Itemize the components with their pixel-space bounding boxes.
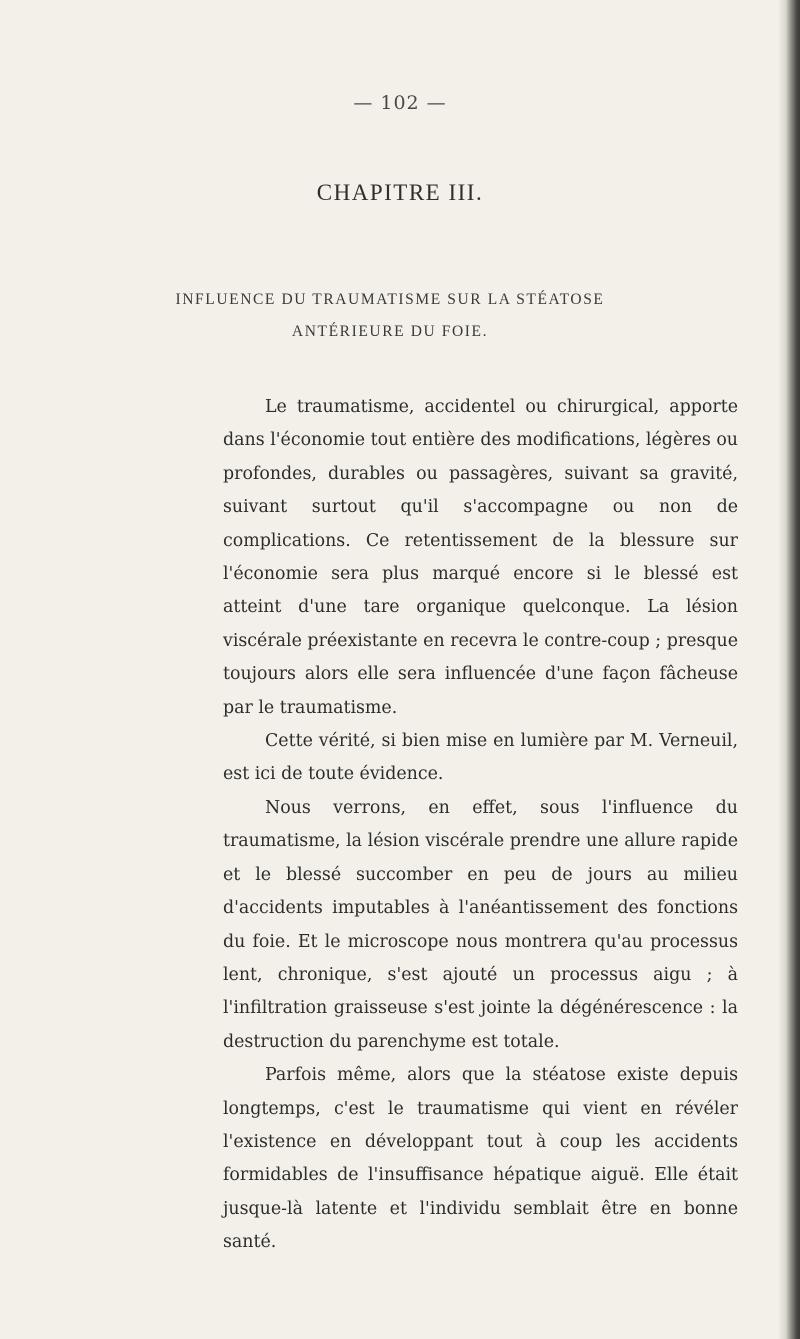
page-number: — 102 — <box>353 92 447 114</box>
chapter-title: CHAPITRE III. <box>316 180 484 205</box>
paragraph-2: Cette vérité, si bien mise en lumière par M. Verneuil, est ici de toute évidence. <box>223 731 738 785</box>
chapter-subtitle <box>0 284 780 348</box>
paragraph-4: Parfois même, alors que la stéatose existe depuis longtemps, c'est le traumatisme qui vient en révéler l'existence en développant tout à coup les accidents formidables de l'insuffisance hépatique aiguë. Elle était jusque-là latente et l'individu semblait être en bonne santé. <box>223 1065 738 1253</box>
chapter-subtitle-line-2: ANTÉRIEURE DU FOIE. <box>291 323 489 340</box>
paragraph-1: Le traumatisme, accidentel ou chirurgical, apporte dans l'économie tout entière des modifications, légères ou profondes, durables ou passagères, suivant sa gravité, suivant surtout qu'il s'accompagne ou non de complications. Ce retentissement de la blessure sur l'économie sera plus marqué encore si le blessé est atteint d'une tare organique quelconque. La lésion viscérale préexistante en recevra le contre-coup ; presque toujours alors elle sera influencée d'une façon fâcheuse par le traumatisme. <box>223 397 738 718</box>
chapter-subtitle-line-1: INFLUENCE DU TRAUMATISME SUR LA STÉATOSE <box>175 291 605 308</box>
body-text <box>223 391 738 1260</box>
paragraph-3: Nous verrons, en effet, sous l'influence du traumatisme, la lésion viscérale prendre une allure rapide et le blessé succomber en peu de jours au milieu d'accidents imputables à l'anéantissement des fonctions du foie. Et le microscope nous montrera qu'au processus lent, chronique, s'est ajouté un processus aigu ; à l'infiltration graisseuse s'est jointe la dégénérescence : la destruction du parenchyme est totale. <box>223 797 738 1052</box>
